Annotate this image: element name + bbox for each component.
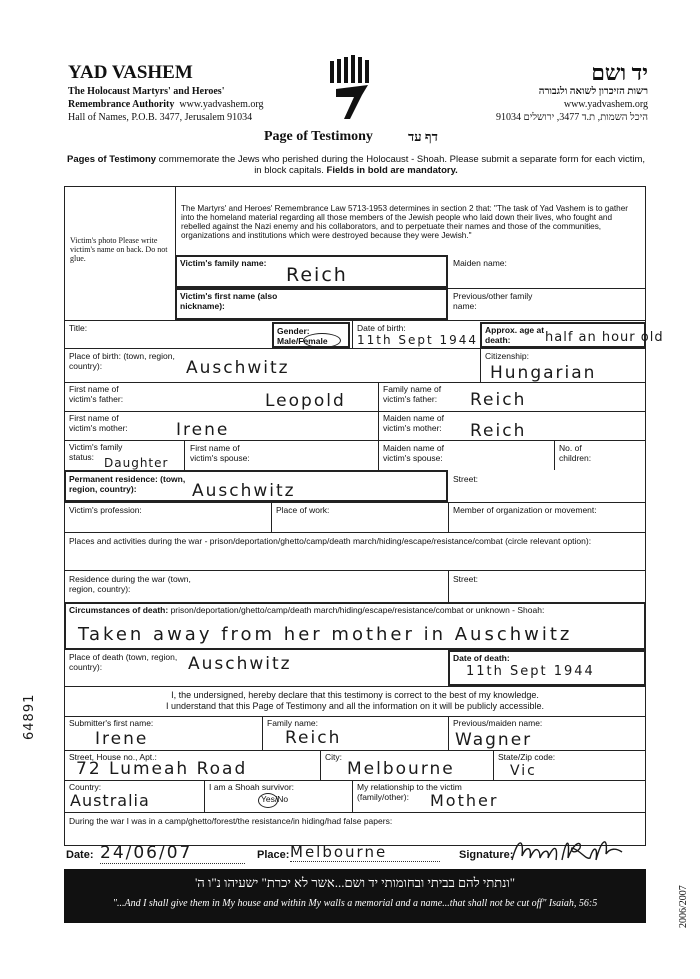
org-name: YAD VASHEM: [68, 62, 193, 83]
submitter-first-value: Irene: [95, 729, 149, 749]
age-value: half an hour old: [545, 330, 664, 345]
org-subtitle-1: The Holocaust Martyrs' and Heroes': [68, 86, 225, 97]
family-name-value: Reich: [286, 264, 348, 286]
family-status-value: Daughter: [104, 456, 169, 470]
intro-text: Pages of Testimony commemorate the Jews who perished during the Holocaust - Shoah. Please submit a separate form for each victim, in block capitals. Fields in bold are mandatory.: [67, 154, 645, 176]
place-death-value: Auschwitz: [188, 654, 292, 674]
signature-image[interactable]: [510, 834, 625, 866]
website-right: www.yadvashem.org: [563, 99, 648, 110]
submitter-family-value: Reich: [285, 728, 342, 748]
org-address: Hall of Names, P.O.B. 3477, Jerusalem 91034: [68, 112, 253, 123]
submitter-country-value: Australia: [70, 791, 150, 810]
dob-value: 11th Sept 1944: [357, 333, 479, 347]
signoff-place-value[interactable]: Melbourne: [290, 843, 440, 862]
circumstances-value: Taken away from her mother in Auschwitz: [78, 624, 573, 645]
org-subtitle-2: Remembrance Authority www.yadvashem.org: [68, 99, 264, 110]
side-handwritten-number: 64891: [22, 693, 37, 740]
mother-maiden-value: Reich: [470, 421, 527, 441]
signoff-date-value[interactable]: 24/06/07: [100, 843, 245, 864]
yes-circle-mark: [258, 793, 278, 808]
survivor-options: Yes/No: [261, 794, 289, 804]
father-first-value: Leopold: [265, 391, 346, 411]
org-name-hebrew: יד ושם: [591, 60, 648, 85]
title-label: Title:: [69, 323, 88, 333]
photo-placeholder[interactable]: Victim's photo Please write victim's name on back. Do not glue.: [70, 236, 168, 263]
address-hebrew: היכל השמות, ת.ד 3477, ירושלים 91034: [496, 112, 648, 123]
form-title-hebrew: דף עד: [408, 129, 438, 144]
date-death-value: 11th Sept 1944: [466, 664, 595, 679]
submitter-prev-value: Wagner: [455, 730, 533, 750]
submitter-street-value: 72 Lumeah Road: [76, 759, 248, 779]
yad-vashem-logo-icon: [328, 55, 374, 121]
father-family-value: Reich: [470, 390, 527, 410]
prev-family-name-label: Previous/other family name:: [453, 291, 533, 311]
banner-hebrew: "ונתתי להם בביתי ובחומותי יד ושם...אשר לא יכרת" ישעיהו נ"ו ה': [194, 875, 516, 890]
maiden-name-label: Maiden name:: [453, 258, 507, 268]
perm-residence-value: Auschwitz: [192, 481, 296, 501]
place-of-birth-value: Auschwitz: [186, 358, 290, 378]
relationship-value: Mother: [430, 791, 499, 810]
female-circle-mark: [303, 333, 341, 348]
org-subtitle-hebrew: רשות הזיכרון לשואה ולגבורה: [538, 86, 648, 97]
form-title: Page of Testimony: [264, 129, 373, 144]
declaration-text: I, the undersigned, hereby declare that this testimony is correct to the best of my knowledge. I understand that this Page of Testimony and all the information on it will be publicly accessible.: [165, 690, 545, 711]
year-code: 2006/2007: [678, 885, 689, 928]
banner-english: "...And I shall give them in My house and within My walls a memorial and a name...that shall not be cut off" Isaiah, 56:5: [112, 898, 598, 909]
law-text: The Martyrs' and Heroes' Remembrance Law 5713-1953 determines in section 2 that: "The task of Yad Vashem is to gather into the homeland material regarding all those members of the Jewish people who laid down their lives, who fought and rebelled against the Nazi enemy and his collaborators, and to perpetuate their names and those of the communities, organizations and institutions which were destroyed because they were Jewish.": [181, 204, 629, 240]
citizenship-value: Hungarian: [490, 363, 597, 383]
mother-first-value: Irene: [176, 420, 230, 440]
gender-options: Male/Female: [277, 336, 328, 346]
submitter-city-value: Melbourne: [347, 759, 455, 779]
submitter-state-value: Vic: [510, 763, 537, 779]
